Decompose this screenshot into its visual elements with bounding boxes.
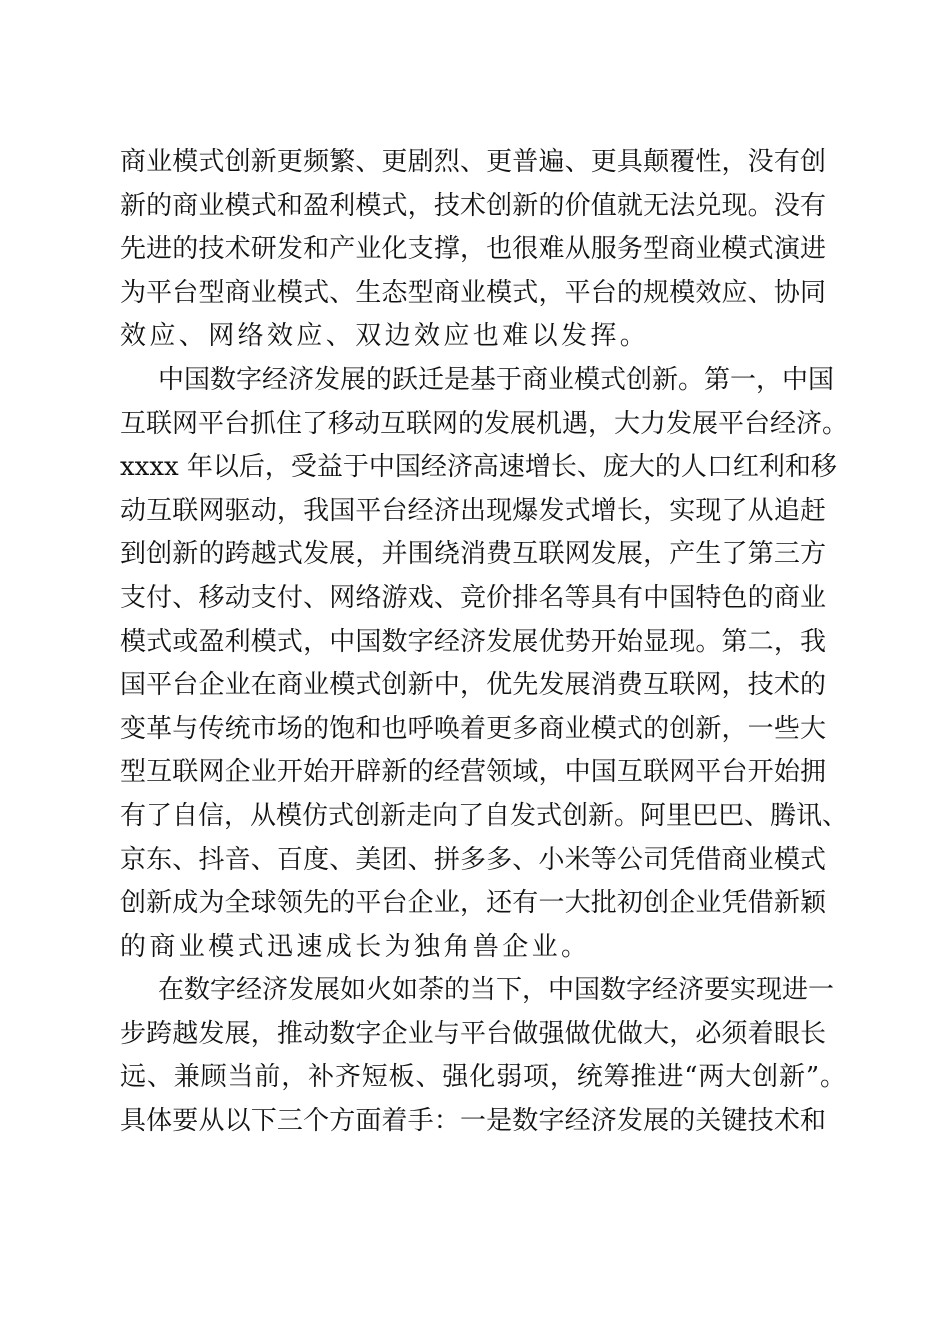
text-line: 有了自信，从模仿式创新走向了自发式创新。阿里巴巴、腾讯、 [120,800,849,831]
text-line: 新的商业模式和盈利模式，技术创新的价值就无法兑现。没有 [120,190,826,221]
text-line: 互联网平台抓住了移动互联网的发展机遇，大力发展平台经济。 [120,408,849,439]
text-line: 远、兼顾当前，补齐短板、强化弱项，统筹推进“两大创新”。 [120,1062,846,1093]
paragraph-2 [120,359,849,969]
paragraph-3 [120,969,846,1143]
text-line: 动互联网驱动，我国平台经济出现爆发式增长，实现了从追赶 [120,495,826,526]
text-line: 创新成为全球领先的平台企业，还有一大批初创企业凭借新颖 [120,888,826,919]
text-line: 的商业模式迅速成长为独角兽企业。 [120,931,591,962]
paragraph-1 [120,141,826,359]
text-line: 到创新的跨越式发展，并围绕消费互联网发展，产生了第三方 [120,539,826,570]
text-line: 型互联网企业开始开辟新的经营领域，中国互联网平台开始拥 [120,757,826,788]
text-line: 为平台型商业模式、生态型商业模式，平台的规模效应、协同 [120,277,826,308]
text-line: 在数字经济发展如火如荼的当下，中国数字经济要实现进一 [158,975,835,1006]
text-line: 具体要从以下三个方面着手：一是数字经济发展的关键技术和 [120,1106,826,1137]
text-line: 变革与传统市场的饱和也呼唤着更多商业模式的创新，一些大 [120,713,826,744]
text-line: 步跨越发展，推动数字企业与平台做强做优做大，必须着眼长 [120,1018,826,1049]
text-line: 效应、网络效应、双边效应也难以发挥。 [120,321,650,352]
text-line: 中国数字经济发展的跃迁是基于商业模式创新。第一，中国 [158,364,835,395]
text-line: 支付、移动支付、网络游戏、竞价排名等具有中国特色的商业 [120,582,826,613]
document-page [120,141,849,1144]
text-line: 京东、抖音、百度、美团、拼多多、小米等公司凭借商业模式 [120,844,826,875]
text-line: 模式或盈利模式，中国数字经济发展优势开始显现。第二，我 [120,626,826,657]
text-line: 先进的技术研发和产业化支撑，也很难从服务型商业模式演进 [120,234,826,265]
text-line: 国平台企业在商业模式创新中，优先发展消费互联网，技术的 [120,670,826,701]
text-line: xxxx 年以后，受益于中国经济高速增长、庞大的人口红利和移 [120,452,837,483]
text-line: 商业模式创新更频繁、更剧烈、更普遍、更具颠覆性，没有创 [120,147,826,177]
